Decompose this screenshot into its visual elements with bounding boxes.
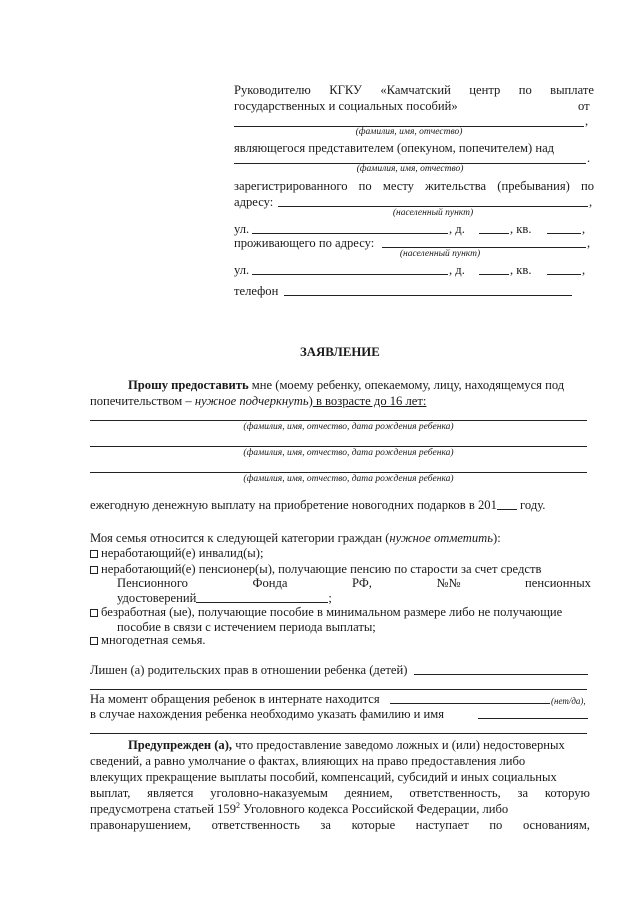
deprived-field[interactable] <box>414 674 588 675</box>
warning-line-1: Предупрежден (а), что предоставление заведомо ложных и (или) недостоверных <box>128 738 565 752</box>
caption-child-1: (фамилия, имя, отчество, дата рождения ребенка) <box>243 422 454 432</box>
unemployed-line-2: пособие в связи с истечением периода выплаты; <box>117 620 376 634</box>
reg-street-label: ул. <box>234 222 250 236</box>
addressee-line-1: Руководителю КГКУ «Камчатский центр по выплате <box>234 83 594 97</box>
child-1-field[interactable] <box>90 420 587 421</box>
caption-applicant-fio: (фамилия, имя, отчество) <box>355 127 463 137</box>
reg-apartment-comma: , <box>582 222 586 236</box>
living-apartment-label: , кв. <box>510 263 532 277</box>
category-intro: Моя семья относится к следующей категории граждан (нужное отметить): <box>90 531 501 545</box>
living-apartment-field[interactable] <box>547 274 581 275</box>
checkbox-icon[interactable] <box>90 609 98 617</box>
phone-label: телефон <box>234 284 279 298</box>
warning-line-2: сведений, а равно умолчание о фактах, влияющих на право предоставления либо <box>90 754 526 768</box>
living-house-label: , д. <box>449 263 465 277</box>
reg-locality-comma: , <box>589 195 593 209</box>
phone-field[interactable] <box>284 295 572 296</box>
living-address-label: проживающего по адресу: <box>234 236 375 250</box>
living-locality-comma: , <box>587 236 591 250</box>
caption-reg-locality: (населенный пункт) <box>392 208 474 218</box>
warning-line-6: правонарушением, ответственность за которые наступает по основаниям, <box>90 818 590 832</box>
reg-house-field[interactable] <box>479 233 509 234</box>
addressee-line-2: государственных и социальных пособий» <box>234 99 458 113</box>
deprived-label: Лишен (а) родительских прав в отношении ребенка (детей) <box>90 663 408 677</box>
warning-line-5: предусмотрена статьей $159^2$ Уголовного кодекса Российской Федерации, либо <box>90 800 509 816</box>
deprived-field-2[interactable] <box>90 689 587 690</box>
caption-living-locality: (населенный пункт) <box>399 249 481 259</box>
living-locality-field[interactable] <box>382 247 586 248</box>
reg-address-label: адресу: <box>234 195 274 209</box>
representative-label: являющегося представителем (опекуном, попечителем) над <box>234 141 555 155</box>
boarding-yes-no: (нет/да), <box>551 696 586 706</box>
category-option-disabled[interactable]: неработающий(е) инвалид(ы); <box>90 546 263 561</box>
child-3-field[interactable] <box>90 472 587 473</box>
reg-locality-field[interactable] <box>278 206 588 207</box>
living-house-field[interactable] <box>479 274 509 275</box>
checkbox-icon[interactable] <box>90 637 98 645</box>
checkbox-icon[interactable] <box>90 550 98 558</box>
payment-line: ежегодную денежную выплату на приобретение новогодних подарков в 201 году. <box>90 498 546 512</box>
caption-child-2: (фамилия, имя, отчество, дата рождения ребенка) <box>243 448 454 458</box>
request-line-2: попечительством – нужное подчеркнуть) в возрасте до 16 лет: <box>90 394 427 408</box>
from-label: от <box>578 99 590 113</box>
caption-ward-fio: (фамилия, имя, отчество) <box>356 164 464 174</box>
living-street-label: ул. <box>234 263 250 277</box>
pensioner-line-2: Пенсионного Фонда РФ, №№ пенсионных <box>117 576 591 590</box>
category-option-large-family[interactable]: многодетная семья. <box>90 633 206 648</box>
boarding-field[interactable] <box>390 703 550 704</box>
boarding-label: На момент обращения ребенок в интернате находится <box>90 692 380 706</box>
ward-name-period: . <box>587 151 591 165</box>
checkbox-icon[interactable] <box>90 566 98 574</box>
category-option-pensioner[interactable]: неработающий(е) пенсионер(ы), получающие пенсию по старости за счет средств <box>90 562 541 577</box>
child-2-field[interactable] <box>90 446 587 447</box>
living-street-field[interactable] <box>252 274 448 275</box>
living-apartment-comma: , <box>582 263 586 277</box>
reg-apartment-field[interactable] <box>547 233 581 234</box>
caption-child-3: (фамилия, имя, отчество, дата рождения ребенка) <box>243 474 454 484</box>
boarding-case-label: в случае нахождения ребенка необходимо указать фамилию и имя <box>90 707 445 721</box>
request-line-1: Прошу предоставить мне (моему ребенку, опекаемому, лицу, находящемуся под <box>128 378 565 392</box>
year-field[interactable] <box>497 498 517 510</box>
certificates-field[interactable] <box>196 591 328 603</box>
reg-street-field[interactable] <box>252 233 448 234</box>
page-title: ЗАЯВЛЕНИЕ <box>300 345 380 359</box>
reg-house-label: , д. <box>449 222 465 236</box>
category-option-unemployed[interactable]: безработная (ые), получающие пособие в минимальном размере либо не получающие <box>90 605 562 620</box>
boarding-child-name-field[interactable] <box>478 718 588 719</box>
pensioner-line-3: удостоверений ; <box>117 591 332 605</box>
reg-apartment-label: , кв. <box>510 222 532 236</box>
warning-line-4: выплат, является уголовно-наказуемым деянием, ответственность, за которую <box>90 786 590 800</box>
warning-line-3: влекущих прекращение выплаты пособий, компенсаций, субсидий и иных социальных <box>90 770 557 784</box>
registered-label: зарегистрированного по месту жительства (пребывания) по <box>234 179 594 193</box>
applicant-name-comma: , <box>585 114 589 128</box>
boarding-child-name-field-2[interactable] <box>90 733 587 734</box>
